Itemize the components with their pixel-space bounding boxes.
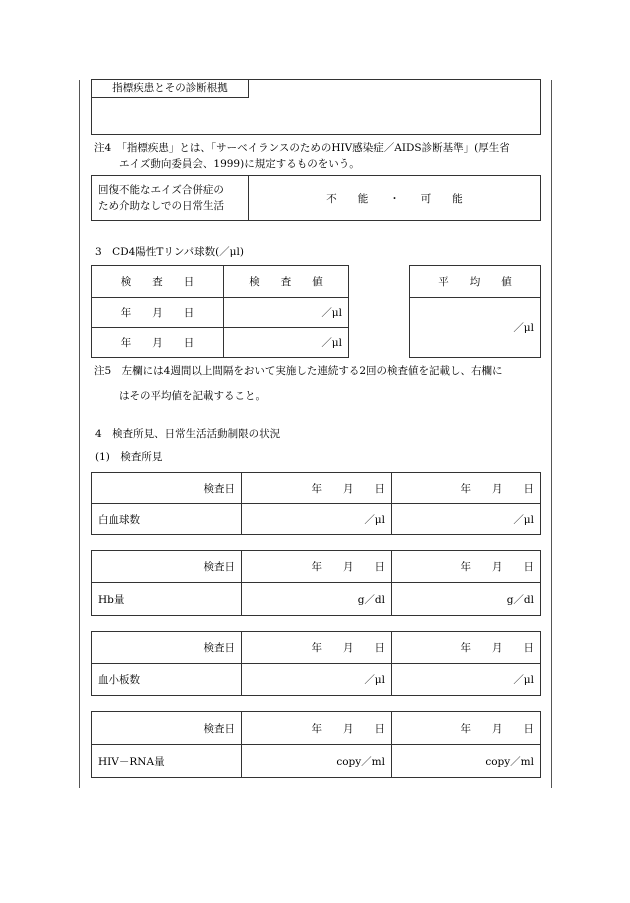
exam-value-2: ／μl (392, 504, 541, 535)
exam-value-2: copy／ml (392, 745, 541, 778)
note4-line1: 注4 「指標疾患」とは、「サーベイランスのためのHIV感染症／AIDS診断基準」(厚生省 (94, 142, 510, 154)
cd4-average-table (409, 265, 541, 358)
exam-table-hiv-rna (91, 711, 541, 778)
daily-life-table (91, 175, 541, 221)
cd4-col-value: 検 査 値 (224, 266, 349, 298)
exam-date-1: 年 月 日 (242, 712, 392, 745)
exam-value-1: ／μl (242, 664, 392, 696)
right-margin-rule (551, 80, 552, 788)
exam-value-1: ／μl (242, 504, 392, 535)
left-margin-rule (79, 80, 80, 788)
exam-item-label: HIV－RNA量 (92, 745, 242, 778)
section4-title: 4 検査所見、日常生活活動制限の状況 (95, 428, 281, 440)
daily-life-options: 不 能 ・ 可 能 (249, 176, 541, 221)
exam-value-1: copy／ml (242, 745, 392, 778)
exam-table-platelet (91, 631, 541, 696)
daily-life-label-cell (92, 176, 249, 221)
cd4-col-average: 平 均 値 (410, 266, 541, 298)
indicator-disease-label: 指標疾患とその診断根拠 (112, 82, 228, 95)
cd4-row1-value: ／μl (224, 298, 349, 328)
indicator-disease-box (91, 79, 541, 135)
cd4-col-date: 検 査 日 (92, 266, 224, 298)
exam-item-label: 白血球数 (92, 504, 242, 535)
exam-date-label: 検査日 (92, 551, 242, 583)
exam-value-1: g／dl (242, 583, 392, 616)
exam-value-2: g／dl (392, 583, 541, 616)
exam-date-1: 年 月 日 (242, 473, 392, 504)
exam-date-2: 年 月 日 (392, 712, 541, 745)
exam-date-1: 年 月 日 (242, 551, 392, 583)
note5-line1: 注5 左欄には4週間以上間隔をおいて実施した連続する2回の検査値を記載し、右欄に (94, 365, 503, 377)
note5-line2: はその平均値を記載すること。 (119, 390, 266, 402)
exam-date-2: 年 月 日 (392, 632, 541, 664)
daily-life-label-line2: ため介助なしでの日常生活 (98, 200, 224, 212)
section4-subtitle: (1) 検査所見 (95, 451, 163, 463)
exam-date-2: 年 月 日 (392, 551, 541, 583)
cd4-row2-value: ／μl (224, 328, 349, 358)
cd4-table (91, 265, 349, 358)
exam-item-label: 血小板数 (92, 664, 242, 696)
daily-life-label-line1: 回復不能なエイズ合併症の (98, 183, 224, 196)
section3-title: 3 CD4陽性Tリンパ球数(／μl) (95, 246, 244, 258)
cd4-row2-date: 年 月 日 (92, 328, 224, 358)
note4-line2: エイズ動向委員会、1999)に規定するものをいう。 (119, 158, 360, 170)
exam-item-label: Hb量 (92, 583, 242, 616)
indicator-disease-label-box (91, 79, 249, 98)
cd4-row1-date: 年 月 日 (92, 298, 224, 328)
exam-date-2: 年 月 日 (392, 473, 541, 504)
exam-table-hb (91, 550, 541, 616)
exam-date-label: 検査日 (92, 473, 242, 504)
exam-date-label: 検査日 (92, 632, 242, 664)
exam-table-wbc (91, 472, 541, 535)
exam-date-1: 年 月 日 (242, 632, 392, 664)
cd4-average-value: ／μl (410, 298, 541, 358)
exam-value-2: ／μl (392, 664, 541, 696)
exam-date-label: 検査日 (92, 712, 242, 745)
